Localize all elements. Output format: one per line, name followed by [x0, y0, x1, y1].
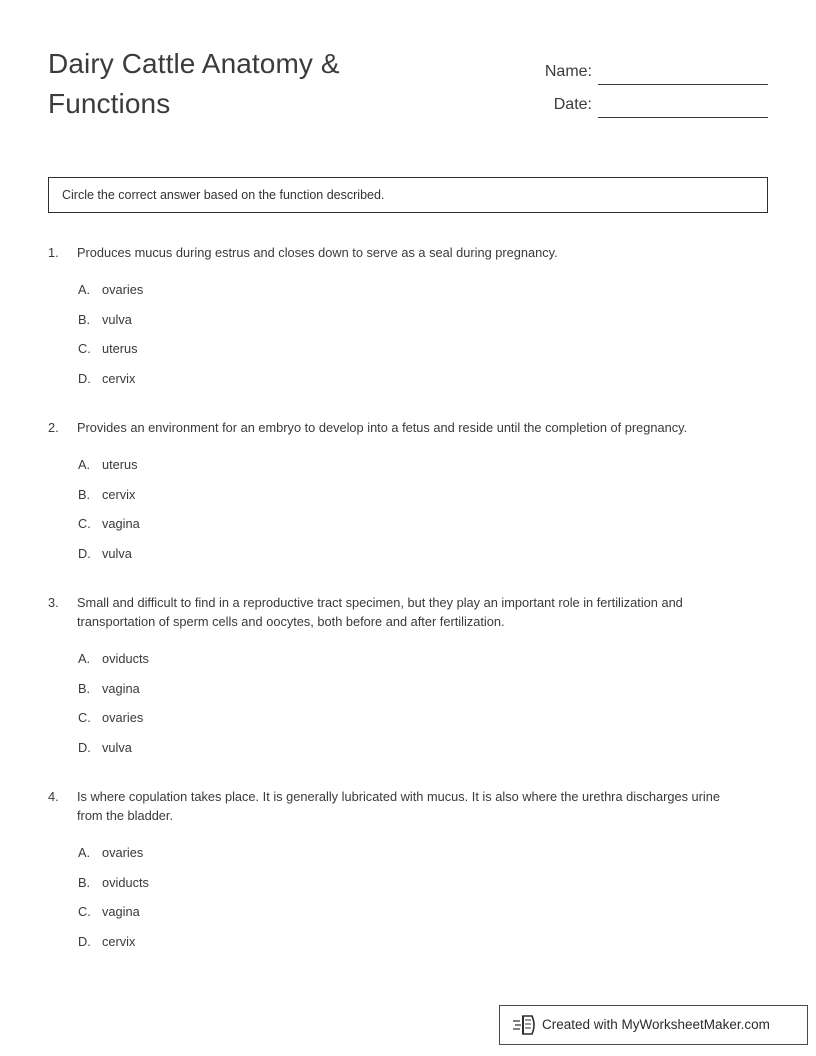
option-item[interactable]: [78, 310, 768, 340]
option-letter: A.: [78, 282, 91, 297]
option-letter: D.: [78, 933, 91, 949]
question-item: [48, 787, 768, 961]
date-row: [468, 85, 768, 118]
option-label: uterus: [102, 341, 138, 356]
option-label: vulva: [102, 311, 132, 327]
option-label: vulva: [102, 739, 132, 755]
instruction-text: Circle the correct answer based on the function described.: [62, 188, 385, 202]
option-label: vagina: [102, 516, 140, 531]
question-heading: [48, 243, 768, 262]
option-item[interactable]: [78, 679, 768, 709]
option-letter: B.: [78, 874, 91, 890]
option-letter: B.: [78, 311, 91, 327]
option-letter: C.: [78, 516, 91, 531]
option-label: cervix: [102, 486, 136, 502]
question-number: 4.: [48, 789, 59, 804]
question-text: Produces mucus during estrus and closes down to serve as a seal during pregnancy.: [77, 245, 558, 260]
option-letter: D.: [78, 545, 91, 561]
instruction-box: [48, 177, 768, 213]
option-label: vagina: [102, 904, 140, 919]
question-item: [48, 243, 768, 398]
option-label: vagina: [102, 680, 140, 696]
name-input-line[interactable]: [598, 62, 768, 85]
date-label: Date:: [553, 96, 592, 113]
option-item[interactable]: [78, 339, 768, 369]
name-row: [468, 52, 768, 85]
option-item[interactable]: [78, 649, 768, 679]
option-item[interactable]: [78, 514, 768, 544]
question-heading: [48, 593, 768, 631]
option-letter: D.: [78, 739, 91, 755]
option-label: ovaries: [102, 282, 144, 297]
question-number: 1.: [48, 245, 59, 260]
option-label: cervix: [102, 370, 136, 386]
option-label: cervix: [102, 933, 136, 949]
option-item[interactable]: [78, 544, 768, 574]
page-title: Dairy Cattle Anatomy & Functions: [48, 48, 340, 119]
option-item[interactable]: [78, 843, 768, 873]
footer-attribution-text: Created with MyWorksheetMaker.com: [542, 1017, 770, 1032]
option-label: ovaries: [102, 845, 144, 860]
question-heading: [48, 787, 768, 825]
option-letter: C.: [78, 341, 91, 356]
option-label: oviducts: [102, 874, 149, 890]
option-item[interactable]: [78, 932, 768, 962]
option-item[interactable]: [78, 455, 768, 485]
footer-attribution-badge[interactable]: [499, 1005, 808, 1045]
worksheet-maker-logo-icon: [512, 1013, 538, 1037]
option-letter: B.: [78, 486, 91, 502]
option-label: vulva: [102, 545, 132, 561]
name-date-block: [468, 52, 768, 118]
option-label: uterus: [102, 457, 138, 472]
option-list: [78, 280, 768, 398]
date-input-line[interactable]: [598, 95, 768, 118]
option-label: ovaries: [102, 710, 144, 725]
option-letter: D.: [78, 370, 91, 386]
option-item[interactable]: [78, 738, 768, 768]
question-number: 2.: [48, 420, 59, 435]
option-label: oviducts: [102, 651, 149, 666]
worksheet-header: [48, 44, 768, 134]
question-number: 3.: [48, 595, 59, 610]
option-letter: A.: [78, 457, 91, 472]
name-label: Name:: [544, 63, 592, 80]
question-item: [48, 593, 768, 767]
option-letter: C.: [78, 904, 91, 919]
option-item[interactable]: [78, 485, 768, 515]
option-letter: B.: [78, 680, 91, 696]
option-list: [78, 843, 768, 961]
question-text: Small and difficult to find in a reproductive tract specimen, but they play an important role in fertilization and transportation of sperm cells and oocytes, both before and after fertilization.: [77, 595, 683, 629]
question-heading: [48, 418, 768, 437]
question-list: [48, 243, 768, 981]
option-list: [78, 649, 768, 767]
option-list: [78, 455, 768, 573]
option-letter: C.: [78, 710, 91, 725]
question-text: Provides an environment for an embryo to develop into a fetus and reside until the completion of pregnancy.: [77, 420, 688, 435]
option-item[interactable]: [78, 369, 768, 399]
option-letter: A.: [78, 651, 91, 666]
option-letter: A.: [78, 845, 91, 860]
option-item[interactable]: [78, 873, 768, 903]
option-item[interactable]: [78, 708, 768, 738]
option-item[interactable]: [78, 902, 768, 932]
question-item: [48, 418, 768, 573]
question-text: Is where copulation takes place. It is generally lubricated with mucus. It is also where the urethra discharges urine from the bladder.: [77, 789, 721, 823]
option-item[interactable]: [78, 280, 768, 310]
